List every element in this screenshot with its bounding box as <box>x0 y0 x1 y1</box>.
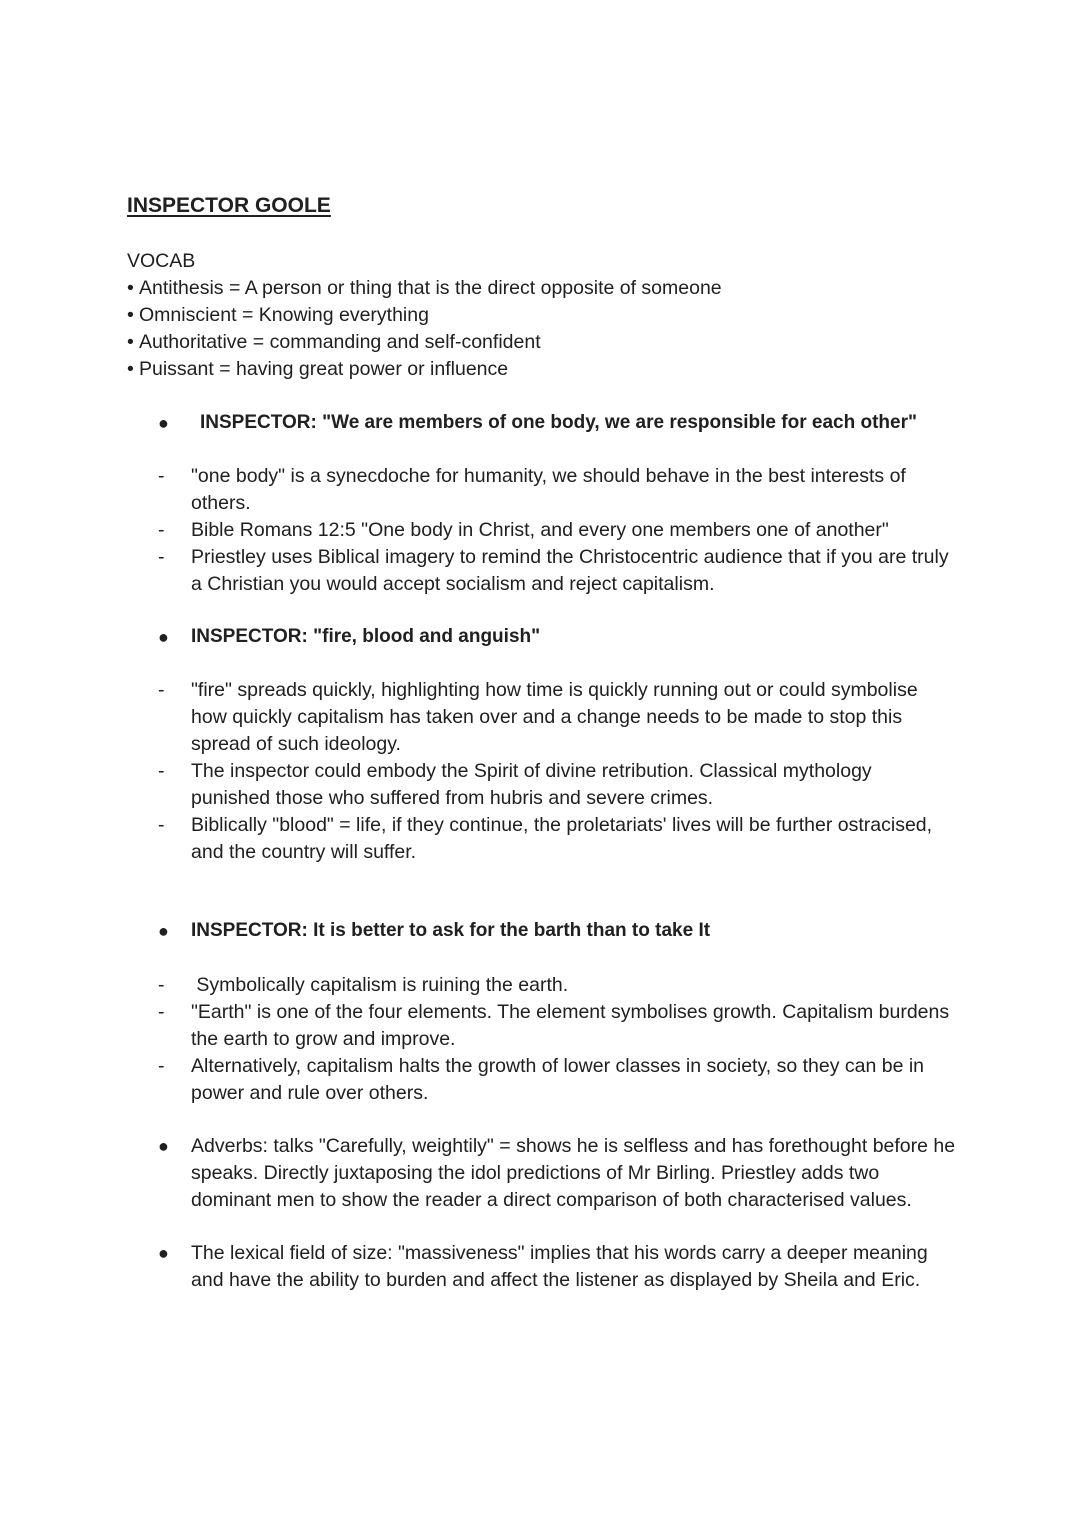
note-line: speaks. Directly juxtaposing the idol predictions of Mr Birling. Priestley adds two <box>191 1162 880 1184</box>
dash-icon: - <box>158 1055 165 1077</box>
point-line: Priestley uses Biblical imagery to remind the Christocentric audience that if you are truly <box>191 546 949 568</box>
point-line: Bible Romans 12:5 "One body in Christ, and every one members one of another" <box>191 519 889 541</box>
bullet-icon: • <box>127 331 134 353</box>
dash-icon: - <box>158 679 165 701</box>
vocab-item-text: Authoritative = commanding and self-confident <box>139 331 541 353</box>
bullet-icon: • <box>127 277 134 299</box>
bullet-icon: • <box>127 358 134 380</box>
note-line: The lexical field of size: "massiveness" implies that his words carry a deeper meaning <box>191 1242 928 1264</box>
vocab-item <box>127 329 541 356</box>
point-line: "one body" is a synecdoche for humanity, we should behave in the best interests of <box>191 465 906 487</box>
note-line: and have the ability to burden and affect the listener as displayed by Sheila and Eric. <box>191 1269 921 1291</box>
vocab-item-text: Puissant = having great power or influence <box>139 358 509 380</box>
point-line: how quickly capitalism has taken over and a change needs to be made to stop this <box>191 706 903 728</box>
round-bullet-icon: ● <box>158 1243 169 1263</box>
point-line: punished those who suffered from hubris and severe crimes. <box>191 787 714 809</box>
round-bullet-icon: ● <box>158 413 169 433</box>
point-line: Symbolically capitalism is ruining the earth. <box>191 974 569 996</box>
quote-heading: INSPECTOR: "fire, blood and anguish" <box>191 626 541 647</box>
dash-icon: - <box>158 814 165 836</box>
point-line: power and rule over others. <box>191 1082 429 1104</box>
point-line: "fire" spreads quickly, highlighting how time is quickly running out or could symbolise <box>191 679 918 701</box>
vocab-item-text: Omniscient = Knowing everything <box>139 304 429 326</box>
round-bullet-icon: ● <box>158 1136 169 1156</box>
point-line: and the country will suffer. <box>191 841 417 863</box>
quote-heading: INSPECTOR: It is better to ask for the barth than to take It <box>191 920 711 941</box>
quote-heading: INSPECTOR: "We are members of one body, we are responsible for each other" <box>200 412 917 433</box>
dash-icon: - <box>158 519 165 541</box>
vocab-item <box>127 302 429 329</box>
point-line: Alternatively, capitalism halts the growth of lower classes in society, so they can be in <box>191 1055 925 1077</box>
vocab-item <box>127 275 722 302</box>
point-line: others. <box>191 492 251 514</box>
point-line: spread of such ideology. <box>191 733 401 755</box>
point-line: The inspector could embody the Spirit of divine retribution. Classical mythology <box>191 760 872 782</box>
round-bullet-icon: ● <box>158 627 169 647</box>
dash-icon: - <box>158 546 165 568</box>
point-line: "Earth" is one of the four elements. The element symbolises growth. Capitalism burdens <box>191 1001 950 1023</box>
dash-icon: - <box>158 974 165 996</box>
bullet-icon: • <box>127 304 134 326</box>
vocab-item-text: Antithesis = A person or thing that is the direct opposite of someone <box>139 277 722 299</box>
vocab-item <box>127 356 508 383</box>
dash-icon: - <box>158 760 165 782</box>
point-line: a Christian you would accept socialism and reject capitalism. <box>191 573 715 595</box>
vocab-heading: VOCAB <box>127 250 196 272</box>
page-title: INSPECTOR GOOLE <box>127 194 331 217</box>
dash-icon: - <box>158 1001 165 1023</box>
dash-icon: - <box>158 465 165 487</box>
note-line: dominant men to show the reader a direct comparison of both characterised values. <box>191 1189 912 1211</box>
round-bullet-icon: ● <box>158 921 169 941</box>
note-line: Adverbs: talks "Carefully, weightily" = shows he is selfless and has forethought before he <box>191 1135 956 1157</box>
point-line: the earth to grow and improve. <box>191 1028 456 1050</box>
point-line: Biblically "blood" = life, if they continue, the proletariats' lives will be further ostracised, <box>191 814 933 836</box>
